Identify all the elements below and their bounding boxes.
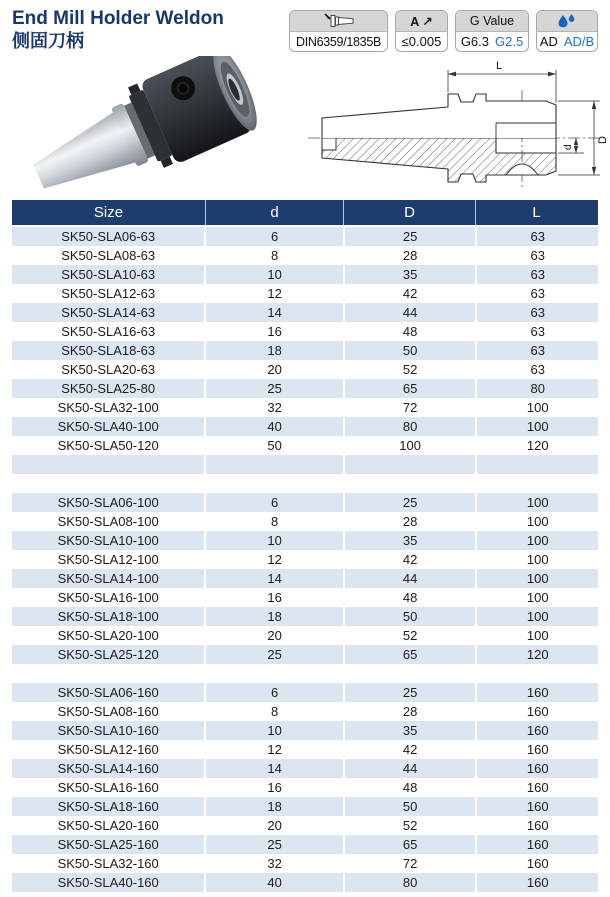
cell-d: 14 [204,569,343,588]
cell-d: 12 [204,550,343,569]
product-photo [0,56,300,198]
spec-box-din [289,10,388,52]
spec-boxes [289,10,598,56]
gvalue-left: G6.3 [460,34,489,49]
table-row [12,265,598,284]
cell-size: SK50-SLA25-120 [57,647,159,662]
cell-D: 44 [343,569,476,588]
cell-D: 80 [343,417,476,436]
cell-D: 48 [343,778,476,797]
cell-d: 25 [204,379,343,398]
cell-d: 10 [204,531,343,550]
cell-L: 160 [475,835,598,854]
table-row [12,341,598,360]
cell-size: SK50-SLA08-160 [57,704,159,719]
cell-L: 63 [475,360,598,379]
cell-D: 65 [343,379,476,398]
cell-L: 160 [475,740,598,759]
cell-d: 18 [204,797,343,816]
cell-L: 160 [475,854,598,873]
cell-D: 25 [343,683,476,702]
cell-L: 100 [475,626,598,645]
cell-size: SK50-SLA18-160 [57,799,159,814]
cell-L: 100 [475,512,598,531]
cell-D: 44 [343,303,476,322]
coolant-drops-icon [537,11,597,32]
runout-value: ≤0.005 [401,34,442,49]
table-row [12,607,598,626]
cell-L: 160 [475,702,598,721]
din-standard-label: DIN6359/1835B [295,34,382,49]
figure-row [0,56,610,198]
cell-d: 6 [204,683,343,702]
cell-d [204,455,343,474]
size-table-header [12,200,598,225]
cell-D: 25 [343,493,476,512]
cell-size: SK50-SLA12-100 [57,552,159,567]
cell-size: SK50-SLA20-100 [57,628,159,643]
spec-box-runout [395,10,448,52]
cell-size: SK50-SLA20-160 [57,818,159,833]
cell-D [343,664,476,683]
cell-d: 32 [204,398,343,417]
table-row [12,246,598,265]
cell-size: SK50-SLA50-120 [57,438,159,453]
cell-D: 25 [343,227,476,246]
cell-size: SK50-SLA10-63 [61,267,156,282]
cell-d: 12 [204,740,343,759]
cell-d: 20 [204,816,343,835]
cell-L: 63 [475,322,598,341]
cell-L: 100 [475,531,598,550]
cell-size: SK50-SLA25-80 [61,381,156,396]
cell-L: 63 [475,265,598,284]
cell-d: 10 [204,721,343,740]
cell-D: 42 [343,550,476,569]
cell-L: 160 [475,797,598,816]
table-row [12,398,598,417]
coolant-right: AD/B [563,34,595,49]
table-row-spacer [12,474,598,493]
page-subtitle: 侧固刀柄 [12,31,84,51]
cell-size: SK50-SLA16-100 [57,590,159,605]
cell-d: 40 [204,417,343,436]
table-row [12,759,598,778]
cell-size: SK50-SLA14-160 [57,761,159,776]
coolant-left: AD [539,34,558,49]
table-row [12,550,598,569]
gvalue-right: G2.5 [495,34,524,49]
cell-d: 14 [204,759,343,778]
cell-D: 42 [343,740,476,759]
cell-size: SK50-SLA32-160 [57,856,159,871]
cell-size: SK50-SLA18-63 [61,343,156,358]
cell-d: 20 [204,360,343,379]
cell-size: SK50-SLA06-160 [57,685,159,700]
table-row [12,303,598,322]
cell-L: 120 [475,645,598,664]
cell-d: 25 [204,835,343,854]
cell-L: 63 [475,246,598,265]
cell-L: 160 [475,759,598,778]
cell-D: 28 [343,702,476,721]
cell-d: 6 [204,227,343,246]
cell-size: SK50-SLA16-160 [57,780,159,795]
technical-drawing [300,56,610,198]
cell-D: 28 [343,246,476,265]
table-row [12,778,598,797]
cell-D: 28 [343,512,476,531]
cell-d [204,664,343,683]
cell-D: 80 [343,873,476,892]
table-row [12,683,598,702]
cell-size: SK50-SLA06-63 [61,229,156,244]
cell-L: 160 [475,778,598,797]
cell-D [343,455,476,474]
table-row [12,417,598,436]
cell-d: 8 [204,512,343,531]
table-row [12,702,598,721]
table-row [12,854,598,873]
cell-D: 72 [343,398,476,417]
cell-D: 35 [343,721,476,740]
table-row [12,740,598,759]
table-row [12,873,598,892]
cell-L: 80 [475,379,598,398]
cell-size: SK50-SLA40-100 [57,419,159,434]
cell-d: 18 [204,607,343,626]
table-row [12,816,598,835]
table-row [12,569,598,588]
table-row [12,645,598,664]
cell-D: 65 [343,645,476,664]
cell-L [475,474,598,493]
cell-D: 50 [343,607,476,626]
dim-label-D: D [597,136,609,144]
cell-size: SK50-SLA12-160 [57,742,159,757]
table-row [12,588,598,607]
cell-d: 6 [204,493,343,512]
cell-L: 100 [475,569,598,588]
gvalue-label: G Value [456,11,528,32]
cell-size: SK50-SLA40-160 [57,875,159,890]
cell-D: 50 [343,797,476,816]
cell-d: 16 [204,588,343,607]
cell-size: SK50-SLA32-100 [57,400,159,415]
size-table [12,200,598,892]
column-header-Size: Size [93,204,124,221]
cell-L: 100 [475,417,598,436]
cell-d: 20 [204,626,343,645]
table-row-spacer [12,455,598,474]
cell-d [204,474,343,493]
cell-d: 40 [204,873,343,892]
title-block [12,8,224,56]
column-header-d: d [205,200,343,225]
cell-D: 72 [343,854,476,873]
cell-L: 160 [475,816,598,835]
cell-d: 50 [204,436,343,455]
page-header [12,8,598,56]
cell-D: 100 [343,436,476,455]
tool-holder-icon [290,11,387,32]
cell-D: 52 [343,816,476,835]
cell-D: 52 [343,626,476,645]
table-row [12,360,598,379]
cell-size: SK50-SLA12-63 [61,286,156,301]
cell-d: 10 [204,265,343,284]
size-table-body [12,227,598,892]
cell-L: 100 [475,398,598,417]
cell-d: 8 [204,702,343,721]
table-row [12,835,598,854]
cell-L: 63 [475,284,598,303]
cell-L: 63 [475,341,598,360]
dim-label-L: L [495,60,503,72]
cell-D [343,474,476,493]
cell-D: 52 [343,360,476,379]
cell-size [12,455,204,474]
table-row-spacer [12,664,598,683]
cell-d: 8 [204,246,343,265]
cell-size: SK50-SLA08-63 [61,248,156,263]
cell-L [475,664,598,683]
cell-d: 16 [204,322,343,341]
cell-d: 14 [204,303,343,322]
cell-D: 65 [343,835,476,854]
cell-L: 100 [475,588,598,607]
cell-L: 63 [475,227,598,246]
cell-size: SK50-SLA16-63 [61,324,156,339]
cell-L: 100 [475,550,598,569]
table-row [12,436,598,455]
table-row [12,512,598,531]
column-header-L: L [475,200,597,225]
cell-D: 35 [343,265,476,284]
cell-size: SK50-SLA14-100 [57,571,159,586]
cell-d: 12 [204,284,343,303]
column-header-D: D [343,200,475,225]
cell-L [475,455,598,474]
cell-size: SK50-SLA20-63 [61,362,156,377]
cell-L: 160 [475,873,598,892]
cell-L: 160 [475,721,598,740]
cell-size: SK50-SLA10-160 [57,723,159,738]
cell-D: 44 [343,759,476,778]
table-row [12,797,598,816]
cell-size: SK50-SLA25-160 [57,837,159,852]
cell-d: 25 [204,645,343,664]
cell-d: 18 [204,341,343,360]
cell-d: 32 [204,854,343,873]
cell-size: SK50-SLA08-100 [57,514,159,529]
spec-box-gvalue [455,10,529,52]
cell-D: 50 [343,341,476,360]
table-row [12,531,598,550]
table-row [12,721,598,740]
page-title: End Mill Holder Weldon [12,8,224,29]
cell-size: SK50-SLA06-100 [57,495,159,510]
cell-size [12,664,204,683]
table-row [12,626,598,645]
cell-D: 48 [343,322,476,341]
cell-L: 100 [475,607,598,626]
table-row [12,227,598,246]
cell-size: SK50-SLA10-100 [57,533,159,548]
cell-D: 42 [343,284,476,303]
table-row [12,284,598,303]
cell-d: 16 [204,778,343,797]
cell-size [12,474,204,493]
dim-label-d: d [563,144,574,150]
cell-L: 160 [475,683,598,702]
spec-box-coolant [536,10,598,52]
cell-D: 35 [343,531,476,550]
table-row [12,379,598,398]
cell-size: SK50-SLA18-100 [57,609,159,624]
table-row [12,322,598,341]
cell-L: 63 [475,303,598,322]
cell-L: 100 [475,493,598,512]
cell-D: 48 [343,588,476,607]
cell-size: SK50-SLA14-63 [61,305,156,320]
table-row [12,493,598,512]
cell-L: 120 [475,436,598,455]
runout-symbol: A ↗ [396,11,447,32]
